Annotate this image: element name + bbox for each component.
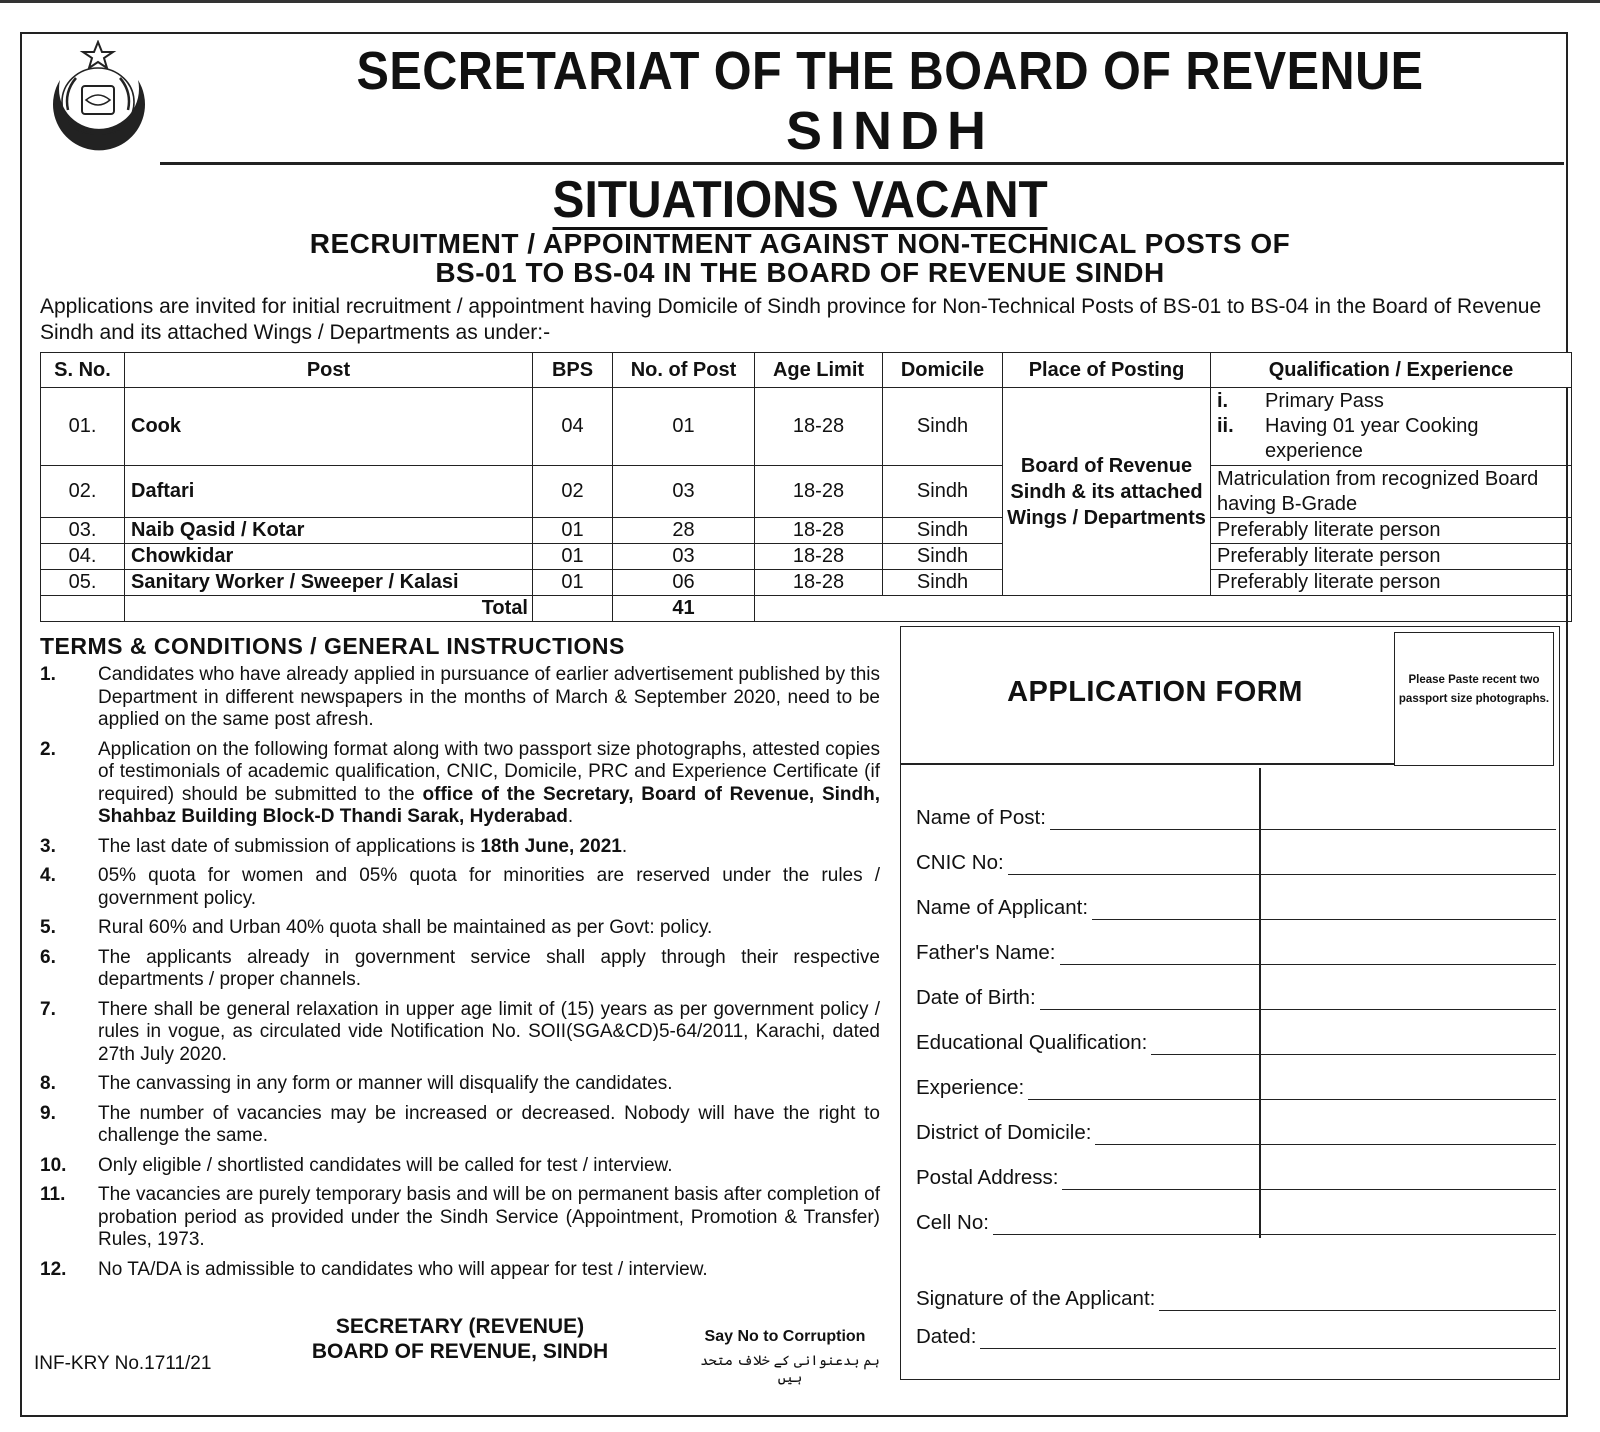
term-emphasis: office of the Secretary, Board of Revenue, Sindh, Shahbaz Building Block-D Thandi Sarak, Hyderabad xyxy=(98,783,881,827)
term-item xyxy=(40,947,880,992)
form-field-label: CNIC No: xyxy=(916,851,1004,874)
bps-cell: 02 xyxy=(533,466,613,518)
form-field xyxy=(916,1121,1556,1145)
domicile-cell: Sindh xyxy=(883,518,1003,544)
post-count-cell: 01 xyxy=(613,388,755,466)
term-number: 9. xyxy=(40,1102,56,1124)
column-header: Domicile xyxy=(883,353,1003,388)
header-divider xyxy=(160,162,1564,165)
age-limit-cell: 18-28 xyxy=(755,466,883,518)
post-count-cell: 03 xyxy=(613,466,755,518)
form-field-line[interactable] xyxy=(1060,944,1557,965)
age-limit-cell: 18-28 xyxy=(755,388,883,466)
qualification-number: ii. xyxy=(1217,415,1234,437)
signatory-office: BOARD OF REVENUE, SINDH xyxy=(311,1340,609,1363)
term-item xyxy=(40,1155,880,1178)
total-label: Total xyxy=(125,596,533,622)
place-of-posting-cell: Board of Revenue Sindh & its attached Wings / Departments xyxy=(1003,388,1211,596)
sno-cell: 02. xyxy=(41,466,125,518)
term-text: Application on the following format along with two passport size photographs, attested copies of testimonials of academic qualification, CNIC, Domicile, PRC and Experience Certificate (if required) should be submitted to the office of the Secretary, Board of Revenue, Sindh, Shahbaz Building Block-D Thandi Sarak, Hyderabad. xyxy=(98,738,881,827)
empty-cell xyxy=(41,596,125,622)
post-cell: Chowkidar xyxy=(125,544,533,570)
form-field-line[interactable] xyxy=(1008,854,1556,875)
top-border xyxy=(0,0,1600,3)
bps-cell: 01 xyxy=(533,518,613,544)
form-field xyxy=(916,941,1556,965)
empty-cell xyxy=(755,596,1572,622)
column-header: S. No. xyxy=(41,353,125,388)
post-count-cell: 03 xyxy=(613,544,755,570)
term-number: 6. xyxy=(40,946,56,968)
form-field-label: Signature of the Applicant: xyxy=(916,1287,1156,1310)
table-row xyxy=(41,544,1572,570)
term-text: Candidates who have already applied in pursuance of earlier advertisement published by this Department in different newspapers in the months of March & September 2020, need to be applied on the same post afresh. xyxy=(98,664,880,730)
form-field xyxy=(916,1031,1556,1055)
form-field xyxy=(916,1076,1556,1100)
bps-cell: 01 xyxy=(533,570,613,596)
qualification-cell: Matriculation from recognized Board having B-Grade xyxy=(1211,466,1572,518)
notice-heading: SITUATIONS VACANT xyxy=(552,171,1048,229)
domicile-cell: Sindh xyxy=(883,544,1003,570)
notice-subheading-line1: RECRUITMENT / APPOINTMENT AGAINST NON-TECHNICAL POSTS OF xyxy=(309,228,1291,259)
form-field-label: Date of Birth: xyxy=(916,986,1036,1009)
table-header-row xyxy=(41,353,1572,388)
term-number: 7. xyxy=(40,998,56,1020)
form-field-label: Name of Post: xyxy=(916,806,1046,829)
form-field xyxy=(916,851,1556,875)
term-text: The applicants already in government service shall apply through their respective departments / proper channels. xyxy=(98,946,880,990)
term-item xyxy=(40,1103,880,1148)
form-divider xyxy=(900,763,1394,765)
sno-cell: 05. xyxy=(41,570,125,596)
form-field xyxy=(916,1325,1556,1349)
term-text: The vacancies are purely temporary basis and will be on permanent basis after completion of probation period as provided under the Sindh Service (Appointment, Promotion & Transfer) Rules, 1973. xyxy=(98,1184,880,1250)
term-number: 4. xyxy=(40,865,56,886)
term-item xyxy=(40,1259,880,1282)
post-cell: Daftari xyxy=(125,466,533,518)
form-field xyxy=(916,1287,1556,1311)
age-limit-cell: 18-28 xyxy=(755,518,883,544)
table-row xyxy=(41,518,1572,544)
age-limit-cell: 18-28 xyxy=(755,570,883,596)
term-text: The last date of submission of applications is 18th June, 2021. xyxy=(98,835,628,857)
term-item xyxy=(40,865,880,910)
form-field-label: Dated: xyxy=(916,1325,977,1348)
government-of-sindh-emblem-icon xyxy=(42,40,154,156)
qualification-cell: Preferably literate person xyxy=(1211,518,1572,544)
domicile-cell: Sindh xyxy=(883,466,1003,518)
terms-list xyxy=(40,664,880,1288)
form-field-label: Cell No: xyxy=(916,1211,989,1234)
sno-cell: 04. xyxy=(41,544,125,570)
form-field-label: Father's Name: xyxy=(916,941,1056,964)
photo-box: Please Paste recent two passport size photographs. xyxy=(1394,632,1554,766)
term-item xyxy=(40,1184,880,1252)
term-number: 8. xyxy=(40,1073,56,1094)
term-emphasis: 18th June, 2021 xyxy=(480,835,622,857)
total-row xyxy=(41,596,1572,622)
bps-cell: 04 xyxy=(533,388,613,466)
form-field xyxy=(916,1211,1556,1235)
column-header: No. of Post xyxy=(613,353,755,388)
term-text: No TA/DA is admissible to candidates who will appear for test / interview. xyxy=(98,1258,708,1280)
column-header: Place of Posting xyxy=(1003,353,1211,388)
form-field xyxy=(916,1166,1556,1190)
qualification-cell: Preferably literate person xyxy=(1211,544,1572,570)
form-field-line[interactable] xyxy=(1062,1169,1556,1190)
form-field-label: District of Domicile: xyxy=(916,1121,1092,1144)
term-number: 2. xyxy=(40,738,56,760)
notice-subheading-line2: BS-01 TO BS-04 IN THE BOARD OF REVENUE SINDH xyxy=(435,257,1165,288)
vacancies-table xyxy=(40,352,1572,622)
empty-cell xyxy=(533,596,613,622)
post-cell: Sanitary Worker / Sweeper / Kalasi xyxy=(125,570,533,596)
column-header: Age Limit xyxy=(755,353,883,388)
post-cell: Naib Qasid / Kotar xyxy=(125,518,533,544)
slogan-urdu: ہم بدعنوانی کے خلاف متحد ہیں xyxy=(700,1352,880,1385)
term-number: 11. xyxy=(40,1184,66,1205)
term-text: There shall be general relaxation in upper age limit of (15) years as per government policy / rules in vogue, as circulated vide Notification No. SOII(SGA&CD)5-64/2011, Karachi, dated 27th July 2020. xyxy=(98,998,880,1065)
domicile-cell: Sindh xyxy=(883,570,1003,596)
form-field-label: Experience: xyxy=(916,1076,1025,1099)
sno-cell: 03. xyxy=(41,518,125,544)
form-field xyxy=(916,896,1556,920)
form-field-line[interactable] xyxy=(1095,1124,1556,1145)
intro-paragraph: Applications are invited for initial recruitment / appointment having Domicile of Sindh province for Non-Technical Posts of BS-01 to BS-04 in the Board of Revenue Sindh and its attached Wings / Departments as under:- xyxy=(40,295,1542,344)
form-field xyxy=(916,806,1556,830)
term-item xyxy=(40,917,880,940)
column-header: BPS xyxy=(533,353,613,388)
domicile-cell: Sindh xyxy=(883,388,1003,466)
term-number: 10. xyxy=(40,1154,67,1176)
form-field-line[interactable] xyxy=(1028,1079,1556,1100)
term-item xyxy=(40,739,880,829)
total-value: 41 xyxy=(613,596,755,622)
form-field-label: Name of Applicant: xyxy=(916,896,1089,919)
form-field xyxy=(916,986,1556,1010)
term-text: Rural 60% and Urban 40% quota shall be maintained as per Govt: policy. xyxy=(98,917,713,938)
post-count-cell: 06 xyxy=(613,570,755,596)
post-count-cell: 28 xyxy=(613,518,755,544)
term-text: The canvassing in any form or manner will disqualify the candidates. xyxy=(98,1073,673,1094)
table-row xyxy=(41,466,1572,518)
slogan: Say No to Corruption xyxy=(704,1328,866,1345)
signatory xyxy=(270,1314,650,1364)
form-field-line[interactable] xyxy=(1151,1034,1556,1055)
qualification-text: Having 01 year Cooking experience xyxy=(1265,415,1479,462)
signatory-title: SECRETARY (REVENUE) xyxy=(335,1315,585,1338)
term-text: Only eligible / shortlisted candidates will be called for test / interview. xyxy=(98,1154,673,1176)
page-subtitle: SINDH xyxy=(785,101,994,161)
term-number: 3. xyxy=(40,835,56,857)
form-field-label: Postal Address: xyxy=(916,1166,1059,1189)
term-number: 12. xyxy=(40,1258,67,1280)
form-field-line[interactable] xyxy=(980,1328,1556,1349)
column-header: Post xyxy=(125,353,533,388)
qualification-text: Primary Pass xyxy=(1265,390,1384,412)
page-title: SECRETARIAT OF THE BOARD OF REVENUE xyxy=(356,41,1424,101)
term-number: 5. xyxy=(40,917,56,938)
form-field-line[interactable] xyxy=(1040,989,1556,1010)
form-field-line[interactable] xyxy=(1159,1290,1556,1311)
column-header: Qualification / Experience xyxy=(1211,353,1572,388)
bps-cell: 01 xyxy=(533,544,613,570)
terms-heading: TERMS & CONDITIONS / GENERAL INSTRUCTIONS xyxy=(40,633,625,659)
qualification-cell: Preferably literate person xyxy=(1211,570,1572,596)
table-row xyxy=(41,570,1572,596)
qualification-number: i. xyxy=(1217,390,1229,412)
term-item xyxy=(40,664,880,732)
form-field-line[interactable] xyxy=(1092,899,1556,920)
reference-number: INF-KRY No.1711/21 xyxy=(34,1353,212,1374)
sno-cell: 01. xyxy=(41,388,125,466)
form-field-label: Educational Qualification: xyxy=(916,1031,1148,1054)
form-title: APPLICATION FORM xyxy=(1007,676,1303,708)
form-field-line[interactable] xyxy=(1050,809,1556,830)
term-text: The number of vacancies may be increased or decreased. Nobody will have the right to challenge the same. xyxy=(98,1102,880,1146)
term-item xyxy=(40,836,880,859)
term-item xyxy=(40,1073,880,1096)
form-field-line[interactable] xyxy=(993,1214,1556,1235)
term-text: 05% quota for women and 05% quota for minorities are reserved under the rules / government policy. xyxy=(98,865,880,909)
term-number: 1. xyxy=(40,664,56,685)
post-cell: Cook xyxy=(125,388,533,466)
age-limit-cell: 18-28 xyxy=(755,544,883,570)
table-row xyxy=(41,388,1572,466)
term-item xyxy=(40,999,880,1067)
qualification-cell xyxy=(1211,388,1572,466)
